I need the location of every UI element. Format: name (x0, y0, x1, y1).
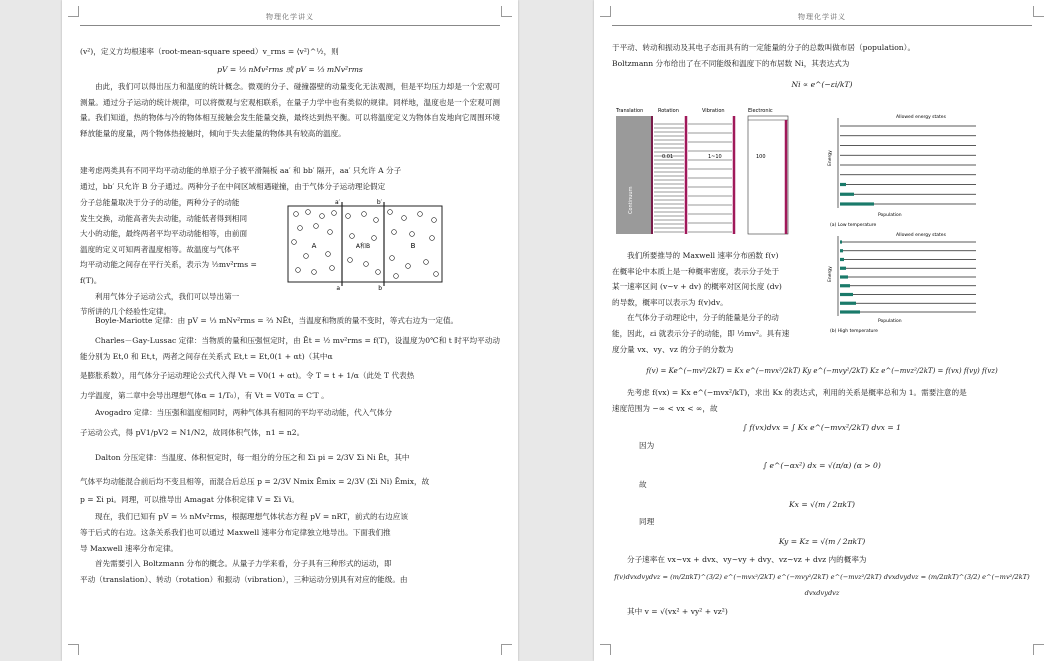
continuum-label: Continuum (628, 186, 634, 214)
partition-line-2: 通过，bb′ 只允许 B 分子通过。两种分子在中间区域相遇碰撞，由于气体分子运动理论假定 (80, 181, 386, 191)
maxwell-line-5: 在气体分子动理论中，分子的能量是分子的动 (627, 313, 779, 323)
population-bar (840, 183, 846, 186)
boltzmann-statement: Boltzmann 分布给出了在不同能级和温度下的布居数 Ni，其表达式为 (612, 58, 850, 68)
dalton-law-1: Dalton 分压定律：当温度、体积恒定时，每一组分的分压之和 Σi pi = 2/3V Σi Ni Ēt，其中 (95, 452, 410, 462)
population-axis-a: Population (878, 213, 902, 218)
high-temp-levels (840, 242, 976, 312)
energy-axis-a: Energy (828, 150, 833, 166)
boltzmann-intro-2: 平动（translation）、转动（rotation）和振动（vibration），三种运动分别具有对应的能级。由 (80, 574, 408, 584)
molecule-circle (402, 216, 407, 221)
charles-law-2: 是膨胀系数），用气体分子运动理论公式代入得 Vt = V0(1 + αt)。令 T = t + 1/α（此处 T 代表热 (80, 371, 415, 381)
molecule-circle (350, 234, 355, 239)
label-b-prime: b′ (376, 199, 382, 206)
crop-mark (1033, 644, 1044, 655)
paragraph-partition (80, 163, 500, 194)
partition-line-7: 均平动动能之间存在平行关系，表示为 ½mv²rms = (80, 260, 257, 270)
molecule-circle (392, 230, 397, 235)
molecule-circle (424, 260, 429, 265)
molecule-circle (328, 230, 333, 235)
partition-line-6: 温度的定义可知两者温度相等。故温度与气体平 (80, 244, 240, 254)
high-temp-caption: (b) High temperature (830, 329, 878, 334)
continuum-block (616, 116, 652, 234)
molecule-circle (326, 252, 331, 257)
partition-line-8: f(T)。 (80, 275, 102, 285)
energy-axis-b: Energy (828, 266, 833, 282)
molecule-circle (312, 270, 317, 275)
label-a-prime: a′ (334, 199, 340, 206)
page-2-intro (612, 40, 1032, 95)
normalization-1: 先考虑 f(vx) = Kx e^(−mvx²/kT)，求出 Kx 的表达式，利用的关系是概率总和为 1。需要注意的是 (627, 388, 967, 398)
avogadro-law-2: 子运动公式，得 pV1/pV2 = N1/N2，故同体积气体，n1 = n2。 (80, 427, 305, 437)
molecule-circle (406, 264, 411, 269)
population-bar (840, 258, 844, 261)
col-electronic: Electronic (748, 108, 773, 114)
molecule-circle (364, 262, 369, 267)
partition-diagram (286, 198, 446, 290)
population-bar (840, 275, 848, 278)
maxwell-line-1: 我们所要推导的 Maxwell 速率分布函数 f(v) (627, 251, 779, 260)
molecule-circle (376, 270, 381, 275)
boltzmann-equation: Ni ∝ e^(−εi/kT) (791, 80, 853, 90)
population-bar (840, 249, 843, 252)
population-bar (840, 240, 842, 243)
population-bar (840, 293, 853, 296)
molecule-circle (304, 254, 309, 259)
kx-equation: Kx = √(m / 2πkT) (789, 499, 855, 509)
pressure-equation: pV = ⅓ nMv²rms 或 pV = ⅓ mNv²rms (217, 64, 363, 74)
maxwell-intro-3: 导 Maxwell 速率分布定律。 (80, 543, 179, 553)
maxwell-line-4: 的导数，概率可以表示为 f(v)dv。 (612, 297, 728, 307)
region-ab-label: A和B (355, 243, 371, 250)
therefore-label: 故 (639, 480, 647, 490)
charles-law-1: Charles－Gay-Lussac 定律：当物质的量和压强恒定时，由 Ēt = ½ mv²rms = f(T)，设温度为0℃和 t 时平均平动动能分别为 Et,0 和 Et,t，两者之间存在关系式 Et,t = Et,0(1 + αt)（其中α (80, 336, 500, 361)
vibration-spacing: 1~10 (708, 154, 722, 160)
similarly-label: 同理 (639, 517, 655, 527)
population-figure (826, 112, 986, 336)
vibration-levels (688, 124, 732, 232)
laws-section (80, 313, 500, 587)
population-bar (840, 302, 856, 305)
population-bar (840, 202, 874, 205)
molecule-circle (432, 218, 437, 223)
probability-equation: f(v)dvxdvydvz = (m/2πkT)^(3/2) e^(−mvx²/2kT) e^(−mvy²/2kT) e^(−mvz²/2kT) dvxdvydvz = (m/2πkT)^(3/2) e^(−mv²/2kT) dvxdvydvz (614, 573, 1030, 597)
molecule-circle (314, 224, 319, 229)
page-header: 物理化学讲义 (798, 13, 846, 21)
velocity-components: 度分量 vx、vy、vz 的分子的分数为 (612, 345, 734, 354)
dalton-law-3: p = Σi pi。同理，可以推导出 Amagat 分体积定律 V = Σi Vi。 (80, 494, 300, 504)
document-page-2 (594, 0, 1050, 661)
col-vibration: Vibration (702, 108, 725, 114)
energy-levels-figure (614, 104, 814, 240)
because-label: 因为 (639, 440, 655, 450)
partition-line-1: 建考虑两类具有不同平均平动动能的单原子分子被平滑隔板 aa′ 和 bb′ 隔开，aa′ 只允许 A 分子 (80, 166, 402, 175)
gaussian-integral: ∫ e^(−αx²) dx = √(π/α) (α > 0) (763, 460, 881, 470)
maxwell-paragraph (612, 248, 814, 342)
normalization-2: 速度范围为 −∞ < vx < ∞，故 (612, 403, 718, 413)
label-b: b (378, 285, 382, 290)
crop-mark (600, 644, 611, 655)
molecule-circle (330, 266, 335, 271)
maxwell-intro-1: 现在，我们已知有 pV = ⅓ nMv²rms，根据理想气体状态方程 pV = nRT，前式的右边应该 (95, 512, 408, 522)
population-bar (840, 310, 860, 313)
boyle-law: Boyle-Mariotte 定律：由 pV = ⅓ mNv²rms = ⅔ NĒt，当温度和物质的量不变时，等式右边为一定值。 (95, 316, 459, 325)
probability-statement: 分子速率在 vx~vx + dvx、vy~vy + dvy、vz~vz + dvz 内的概率为 (627, 554, 867, 564)
electronic-spacing: 100 (756, 154, 766, 160)
document-page-1 (62, 0, 518, 661)
maxwell-intro-2: 等于后式的右边。这条关系我们也可以通过 Maxwell 速率分布定律独立地导出。下面我们推 (80, 527, 391, 537)
region-a-label: A (311, 242, 317, 250)
low-temp-levels (840, 126, 976, 204)
crop-mark (68, 644, 79, 655)
population-bar (840, 284, 850, 287)
molecule-circle (320, 214, 325, 219)
molecule-circle (372, 236, 377, 241)
molecule-circle (296, 268, 301, 273)
molecule-circle (292, 240, 297, 245)
allowed-states-a: Allowed energy states (896, 115, 946, 120)
molecule-circle (362, 212, 367, 217)
molecule-circle (348, 258, 353, 263)
charles-law-3: 力学温度，第二章中会导出理想气体α = 1/T₀），有 Vt = V0Tα = C′T 。 (80, 390, 329, 400)
molecule-circle (306, 210, 311, 215)
rotation-levels (654, 124, 684, 232)
header-rule (612, 25, 1032, 26)
col-rotation: Rotation (658, 108, 679, 114)
region-b-label: B (410, 242, 416, 250)
molecule-circle (434, 272, 439, 277)
population-bar (840, 193, 854, 196)
partition-line-4: 发生交换，动能高者失去动能，动能低者得到相同 (80, 213, 248, 223)
molecule-circle (430, 236, 435, 241)
col-translation: Translation (616, 108, 644, 114)
speed-definition: 其中 v = √(vx² + vy² + vz²) (627, 607, 728, 617)
molecule-circle (410, 232, 415, 237)
molecule-circle (418, 212, 423, 217)
partition-line-5: 大小的动能，最终两者平均平动动能相等，由前面 (80, 229, 248, 239)
molecule-circle (390, 256, 395, 261)
dalton-law-2: 气体平均动能混合前后均不变且相等，而混合后总压 p = 2/3V Nmix Ēmix = 2/3V (Σi Ni) Ēmix，故 (80, 477, 430, 487)
allowed-states-b: Allowed energy states (896, 233, 946, 238)
paragraph-derivation-2: 节所讲的几个经验性定律。 (80, 307, 172, 317)
rotation-spacing: 0.01 (662, 154, 674, 160)
molecule-circle (388, 210, 393, 215)
boltzmann-intro-1: 首先需要引入 Boltzmann 分布的概念。从量子力学来看，分子具有三种形式的运动，即 (95, 559, 392, 569)
maxwell-derivation (612, 342, 1032, 620)
population-axis-b: Population (878, 319, 902, 324)
maxwell-line-2: 在概率论中本质上是一种概率密度，表示分子处于 (612, 266, 780, 276)
molecule-circle (332, 211, 337, 216)
molecule-circle (294, 212, 299, 217)
rms-definition: (v²)，定义方均根速率（root-mean-square speed）v_rms = ⟨v²⟩^½，则 (80, 47, 339, 56)
paragraph-statistics: 由此，我们可以得出压力和温度的统计概念。微观的分子、碰撞器壁的动量变化无法观测，但是平均压力却是一个宏观可测量。通过分子运动的统计规律，可以将微观与宏观相联系，在量子力学中也有类似的规律。同样地，温度也是一个宏观可测量。我们知道，热的物体与冷的物体相互接触会发生能量交换，最终达到热平衡。可以将温度定义为物体自发地向它周围环境释放能量的度量，两个物体热接触时，倾向于失去能量的物体具有较高的温度。 (80, 82, 500, 138)
partition-line-3: 分子总能量取决于分子的动能，两种分子的动能 (80, 198, 240, 207)
page-1-body (80, 44, 500, 142)
page-header: 物理化学讲义 (266, 13, 314, 21)
molecule-circle (394, 274, 399, 279)
ky-equation: Ky = Kz = √(m / 2πkT) (778, 536, 866, 546)
label-a: a (336, 285, 340, 290)
molecule-circle (298, 226, 303, 231)
low-temp-caption: (a) Low temperature (830, 223, 877, 228)
normalization-equation: ∫ f(vx)dvx = ∫ Kx e^(−mvx²/2kT) dvx = 1 (743, 423, 901, 433)
population-bar (840, 267, 846, 270)
molecule-circle (374, 218, 379, 223)
population-definition: 于平动、转动和振动及其电子态而具有的一定能量的分子的总数叫做布居（population）。 (612, 43, 916, 52)
paragraph-derivation-1: 利用气体分子运动公式，我们可以导出第一 (95, 291, 240, 301)
avogadro-law-1: Avogadro 定律：当压强和温度相同时，两种气体具有相同的平均平动动能，代入气体分 (95, 408, 393, 418)
molecule-circle (346, 214, 351, 219)
crop-mark (501, 644, 512, 655)
header-rule (80, 25, 500, 26)
maxwell-line-6: 能，因此，εi 就表示分子的动能，即 ½mv²。具有速 (612, 328, 790, 338)
maxwell-line-3: 某一速率区间 (v~v + dv) 的概率对区间长度 (dv) (612, 282, 782, 292)
factorized-distribution: f(v) = Ke^(−mv²/2kT) = Kx e^(−mvx²/2kT) Ky e^(−mvy²/2kT) Kz e^(−mvz²/2kT) = f(vx) f(vy) f(vz) (646, 366, 998, 375)
